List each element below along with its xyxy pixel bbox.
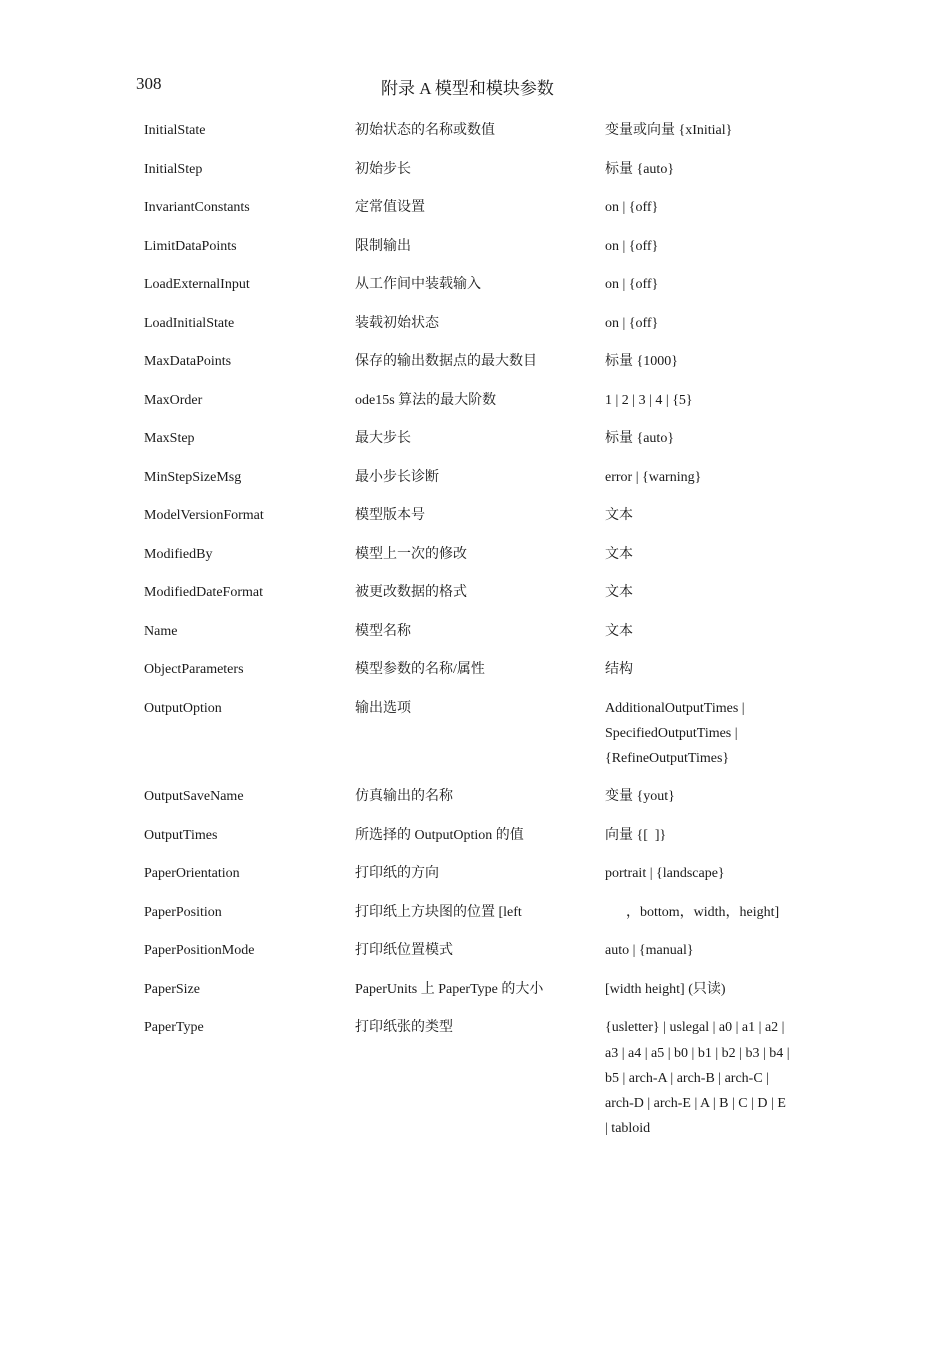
parameter-value — [605, 938, 815, 963]
page-number: 308 — [136, 74, 162, 93]
parameter-description: 装载初始状态 — [355, 315, 439, 331]
parameter-description: 打印纸位置模式 — [355, 943, 453, 959]
parameter-name: MaxOrder — [144, 392, 203, 408]
parameter-name: ModifiedDateFormat — [144, 585, 263, 600]
parameter-description: 打印纸上方块图的位置 [left — [355, 904, 522, 920]
value-line: 文本 — [605, 546, 633, 562]
parameter-description: 仿真输出的名称 — [355, 789, 453, 805]
value-line: portrait | {landscape} — [605, 866, 725, 882]
parameter-description: 打印纸张的类型 — [355, 1020, 453, 1036]
table-row — [144, 1017, 824, 1141]
table-row — [144, 544, 824, 567]
table-row — [144, 428, 824, 451]
parameter-name: InitialState — [144, 123, 206, 138]
table-row — [144, 313, 824, 336]
parameter-name: LimitDataPoints — [144, 238, 237, 254]
table-row — [144, 159, 824, 182]
parameter-value — [605, 388, 815, 413]
value-line: SpecifiedOutputTimes | — [605, 725, 738, 741]
value-line: auto | {manual} — [605, 943, 694, 959]
parameter-name: PaperPosition — [144, 904, 222, 920]
parameter-name: ModelVersionFormat — [144, 508, 264, 523]
value-line: 标量 {auto} — [605, 161, 675, 177]
parameter-value — [605, 977, 815, 1002]
parameter-description: 初始状态的名称或数值 — [355, 123, 495, 138]
table-row — [144, 863, 824, 886]
parameter-name: MaxStep — [144, 431, 195, 446]
parameter-value — [605, 657, 815, 682]
parameter-description: PaperUnits 上 PaperType 的大小 — [355, 981, 544, 997]
table-row — [144, 505, 824, 528]
parameter-table — [144, 120, 824, 1157]
table-row — [144, 351, 824, 374]
parameter-name: ModifiedBy — [144, 546, 213, 562]
parameter-value — [605, 784, 815, 809]
value-line: AdditionalOutputTimes | — [605, 700, 745, 716]
value-line: 向量 {[ ]} — [605, 827, 667, 843]
value-line: a3 | a4 | a5 | b0 | b1 | b2 | b3 | b4 | — [605, 1045, 790, 1061]
parameter-value — [605, 619, 815, 644]
parameter-name: OutputOption — [144, 700, 222, 716]
value-line: 变量或向量 {xInitial} — [605, 123, 733, 138]
parameter-value — [605, 696, 815, 772]
parameter-name: MinStepSizeMsg — [144, 469, 242, 485]
parameter-name: OutputSaveName — [144, 789, 244, 805]
value-line: 文本 — [605, 623, 633, 639]
parameter-name: PaperOrientation — [144, 866, 240, 882]
table-row — [144, 698, 824, 772]
parameter-name: InitialStep — [144, 161, 203, 177]
parameter-description: ode15s 算法的最大阶数 — [355, 392, 497, 408]
parameter-value — [605, 234, 815, 259]
table-row — [144, 902, 824, 925]
table-row — [144, 582, 824, 605]
table-row — [144, 390, 824, 413]
parameter-name: ObjectParameters — [144, 662, 244, 677]
parameter-value — [605, 823, 815, 848]
parameter-value — [605, 349, 815, 374]
value-line: on | {off} — [605, 200, 659, 215]
parameter-value — [605, 272, 815, 297]
value-line: 变量 {yout} — [605, 789, 675, 805]
value-line: {RefineOutputTimes} — [605, 750, 730, 766]
table-row — [144, 274, 824, 297]
value-line: error | {warning} — [605, 469, 702, 485]
parameter-name: LoadInitialState — [144, 315, 235, 331]
parameter-name: Name — [144, 623, 178, 639]
parameter-value — [605, 311, 815, 336]
parameter-description: 打印纸的方向 — [355, 866, 439, 882]
value-line: {usletter} | uslegal | a0 | a1 | a2 | — [605, 1020, 785, 1036]
parameter-value — [605, 1015, 815, 1141]
parameter-description: 被更改数据的格式 — [355, 585, 467, 600]
value-line: 标量 {auto} — [605, 431, 675, 446]
parameter-description: 模型名称 — [355, 623, 411, 639]
parameter-description: 从工作间中装载输入 — [355, 277, 481, 292]
value-line: 标量 {1000} — [605, 354, 678, 369]
parameter-description: 输出选项 — [355, 700, 411, 716]
parameter-name: PaperPositionMode — [144, 943, 255, 959]
parameter-name: MaxDataPoints — [144, 354, 232, 369]
value-line: 结构 — [605, 662, 633, 677]
value-line: ，bottom，width，height] — [605, 904, 780, 920]
table-row — [144, 659, 824, 682]
table-row — [144, 621, 824, 644]
value-line: 文本 — [605, 508, 633, 523]
value-line: on | {off} — [605, 315, 659, 331]
table-row — [144, 236, 824, 259]
parameter-name: PaperType — [144, 1020, 204, 1036]
parameter-value — [605, 861, 815, 886]
parameter-value — [605, 157, 815, 182]
table-row — [144, 120, 824, 143]
parameter-description: 模型版本号 — [355, 508, 425, 523]
parameter-description: 模型上一次的修改 — [355, 546, 467, 562]
parameter-value — [605, 542, 815, 567]
parameter-description: 所选择的 OutputOption 的值 — [355, 827, 524, 843]
value-line: b5 | arch-A | arch-B | arch-C | — [605, 1070, 769, 1086]
value-line: 1 | 2 | 3 | 4 | {5} — [605, 392, 693, 408]
parameter-description: 限制输出 — [355, 238, 411, 254]
parameter-name: LoadExternalInput — [144, 277, 250, 292]
value-line: arch-D | arch-E | A | B | C | D | E — [605, 1096, 786, 1112]
table-row — [144, 467, 824, 490]
parameter-description: 定常值设置 — [355, 200, 425, 215]
parameter-description: 初始步长 — [355, 161, 411, 177]
parameter-value — [605, 580, 815, 605]
table-row — [144, 940, 824, 963]
parameter-value — [605, 426, 815, 451]
parameter-value — [605, 465, 815, 490]
value-line: | tabloid — [605, 1121, 651, 1137]
value-line: 文本 — [605, 585, 633, 600]
parameter-description: 最大步长 — [355, 431, 411, 446]
parameter-name: InvariantConstants — [144, 200, 250, 215]
value-line: [width height] (只读) — [605, 981, 726, 997]
table-row — [144, 786, 824, 809]
parameter-description: 最小步长诊断 — [355, 469, 439, 485]
parameter-value — [605, 195, 815, 220]
running-head: 附录 A 模型和模块参数 — [381, 79, 554, 98]
parameter-description: 保存的输出数据点的最大数目 — [355, 354, 537, 369]
parameter-name: OutputTimes — [144, 827, 218, 843]
parameter-value — [605, 118, 815, 143]
table-row — [144, 197, 824, 220]
table-row — [144, 979, 824, 1002]
table-row — [144, 825, 824, 848]
parameter-value — [605, 503, 815, 528]
parameter-description: 模型参数的名称/属性 — [355, 662, 485, 677]
value-line: on | {off} — [605, 277, 659, 292]
parameter-value — [605, 900, 815, 925]
value-line: on | {off} — [605, 238, 659, 254]
parameter-name: PaperSize — [144, 981, 200, 997]
